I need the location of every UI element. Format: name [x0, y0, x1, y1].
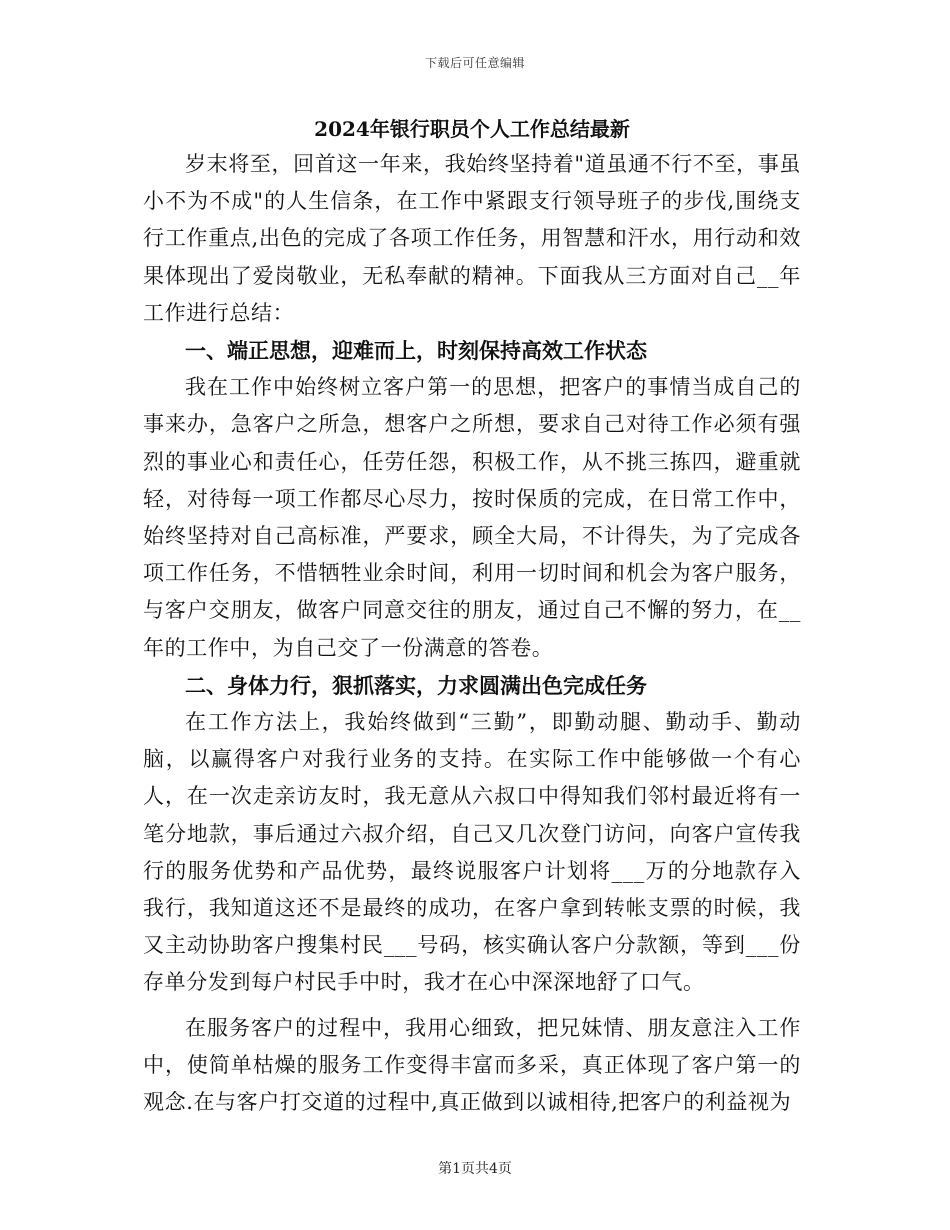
- paragraph-gap: [143, 1002, 801, 1010]
- section-1-heading: 一、端正思想，迎难而上，时刻保持高效工作状态: [185, 338, 647, 364]
- section-2-paragraph-1: 在工作方法上，我始终做到“三勤”，即勤动腿、勤动手、勤动脑，以赢得客户对我行业务的支持。在实际工作中能够做一个有心人，在一次走亲访友时，我无意从六叔口中得知我们邻村最近将有一笔分地款，事后通过六叔介绍，自己又几次登门访问，向客户宣传我行的服务优势和产品优势，最终说服客户计划将___万的分地款存入我行，我知道这还不是最终的成功，在客户拿到转帐支票的时候，我又主动协助客户搜集村民___号码，核实确认客户分款额，等到___份存单分发到每户村民手中时，我才在心中深深地舒了口气。: [143, 710, 801, 995]
- section-1-paragraph: 我在工作中始终树立客户第一的思想，把客户的事情当成自己的事来办，急客户之所急，想客户之所想，要求自己对待工作必须有强烈的事业心和责任心，任劳任怨，积极工作，从不挑三拣四，避重就轻，对待每一项工作都尽心尽力，按时保质的完成，在日常工作中，始终坚持对自己高标准，严要求，顾全大局，不计得失，为了完成各项工作任务，不惜牺牲业余时间，利用一切时间和机会为客户服务，与客户交朋友，做客户同意交往的朋友，通过自己不懈的努力，在__年的工作中，为自己交了一份满意的答卷。: [143, 375, 801, 660]
- page-header-note: 下载后可任意编辑: [424, 56, 525, 70]
- page-footer-number: 第1页共4页: [438, 1161, 512, 1177]
- document-title: 2024年银行职员个人工作总结最新: [314, 117, 630, 141]
- section-2-heading: 二、身体力行，狠抓落实，力求圆满出色完成任务: [185, 672, 647, 698]
- section-2-paragraph-2: 在服务客户的过程中，我用心细致，把兄妹情、朋友意注入工作中，使简单枯燥的服务工作变得丰富而多采，真正体现了客户第一的观念.在与客户打交道的过程中,真正做到以诚相待,把客户的利益视为: [143, 1015, 801, 1115]
- document-body: [143, 112, 801, 1121]
- intro-paragraph: 岁末将至，回首这一年来，我始终坚持着"道虽通不行不至，事虽小不为不成"的人生信条，在工作中紧跟支行领导班子的步伐,围绕支行工作重点,出色的完成了各项工作任务，用智慧和汗水，用行动和效果体现出了爱岗敬业，无私奉献的精神。下面我从三方面对自己__年工作进行总结：: [143, 152, 801, 325]
